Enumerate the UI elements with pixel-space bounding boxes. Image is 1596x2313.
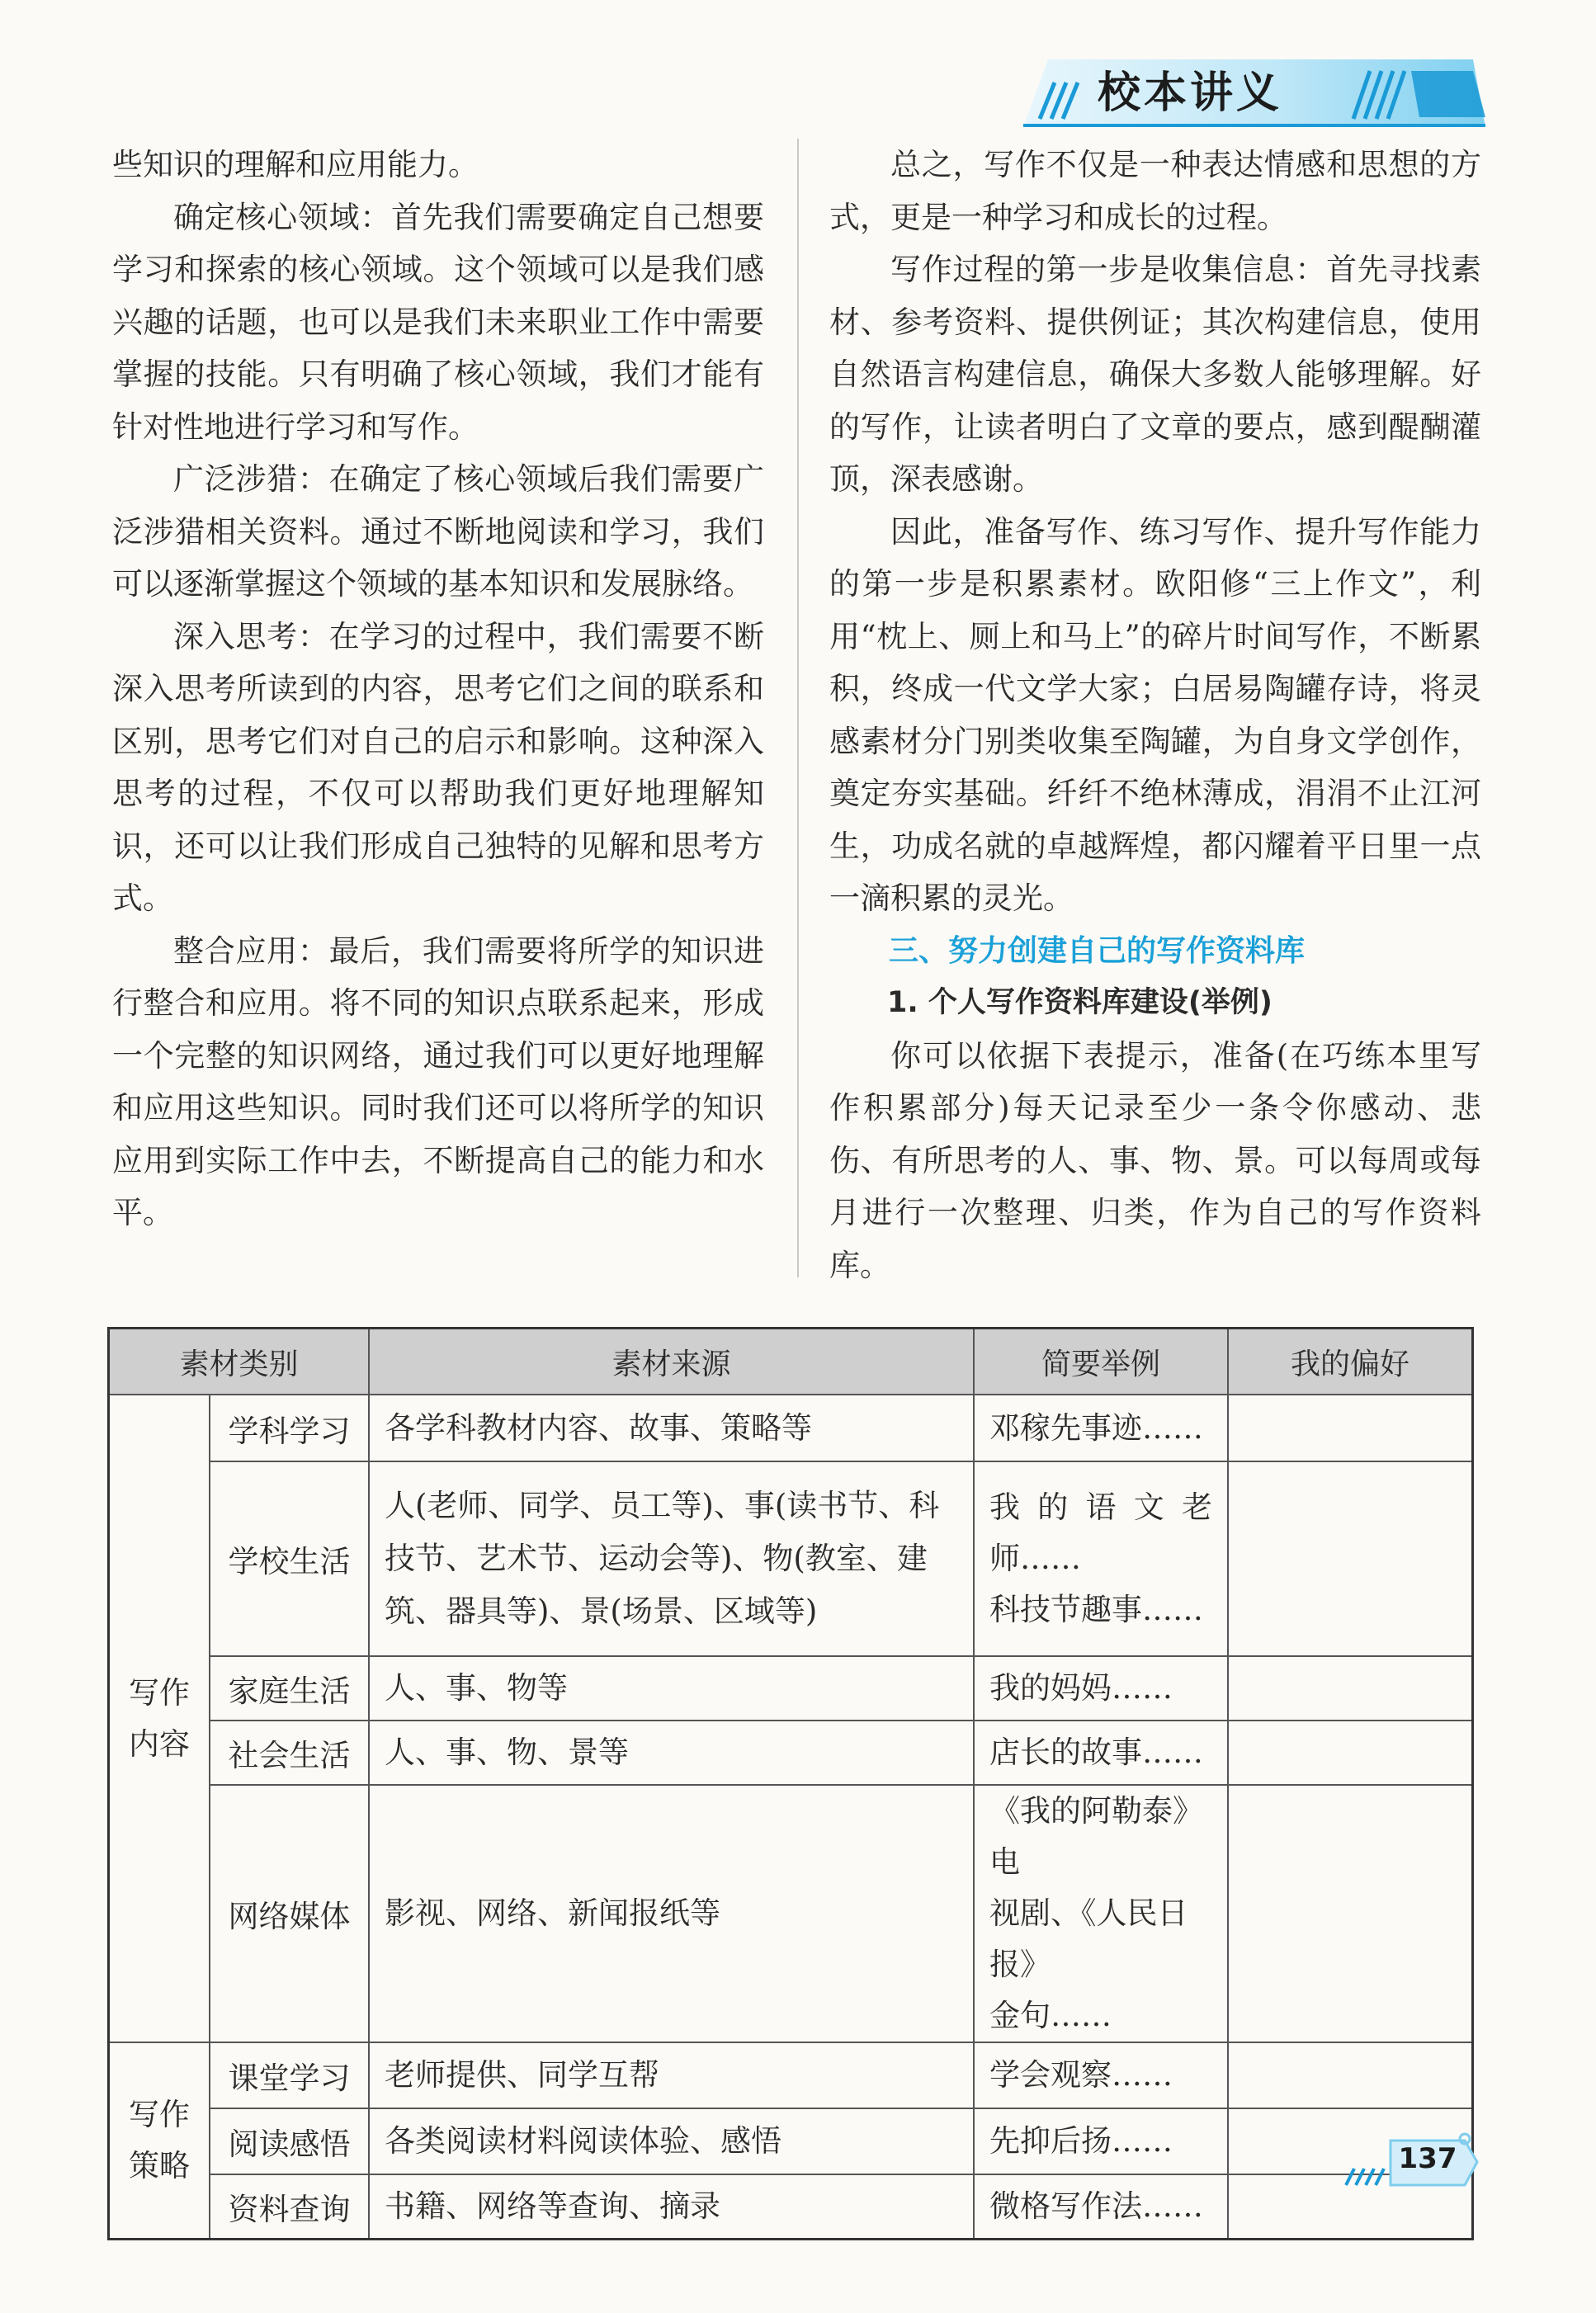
- header-title: 校本讲义: [1098, 68, 1283, 118]
- header-banner: [1023, 59, 1485, 127]
- paragraph: 整合应用：最后，我们需要将所学的知识进行整合和应用。将不同的知识点联系起来，形成一个完整的知识网络，通过我们可以更好地理解和应用这些知识。同时我们还可以将所学的知识应用到实际工作中去，不断提高自己的能力和水平。: [112, 932, 764, 1230]
- subsection-title: 1. 个人写作资料库建设(举例): [887, 986, 1273, 1019]
- source-cell: 人(老师、同学、员工等)、事(读书节、科技节、艺术节、运动会等)、物(教室、建筑、器具等)、景(场景、区域等): [369, 1461, 974, 1656]
- header-preference: 我的偏好: [1228, 1329, 1473, 1395]
- source-cell: 书籍、网络等查询、摘录: [369, 2174, 974, 2239]
- subcategory-cell: 家庭生活: [210, 1656, 369, 1721]
- group-writing-strategy: [109, 2042, 210, 2239]
- group-label-line: 写作: [129, 2096, 190, 2132]
- right-column: [829, 139, 1481, 1291]
- header-example: 简要举例: [974, 1329, 1228, 1395]
- example-cell: [974, 1785, 1228, 2042]
- table-row: [109, 1656, 1473, 1721]
- subcategory-cell: 课堂学习: [210, 2042, 369, 2108]
- subcategory-cell: 网络媒体: [210, 1785, 369, 2042]
- table-row: [109, 1395, 1473, 1461]
- paragraph: 你可以依据下表提示，准备(在巧练本里写作积累部分)每天记录至少一条令你感动、悲伤、有所思考的人、事、物、景。可以每周或每月进行一次整理、归类，作为自己的写作资料库。: [829, 1037, 1481, 1283]
- preference-cell[interactable]: [1228, 1395, 1473, 1461]
- preference-cell[interactable]: [1228, 2042, 1473, 2108]
- group-label-line: 策略: [129, 2147, 190, 2183]
- left-column: [112, 139, 764, 1239]
- example-line: 金句……: [989, 1998, 1112, 2033]
- example-line: 《我的阿勒泰》电: [989, 1793, 1203, 1880]
- source-cell: 老师提供、同学互帮: [369, 2042, 974, 2108]
- table-row: [109, 2174, 1473, 2239]
- table-header-row: [109, 1329, 1473, 1395]
- table-row: [109, 2108, 1473, 2174]
- paragraph: 深入思考：在学习的过程中，我们需要不断深入思考所读到的内容，思考它们之间的联系和区别，思考它们对自己的启示和影响。这种深入思考的过程，不仅可以帮助我们更好地理解知识，还可以让我们形成自己独特的见解和思考方式。: [112, 618, 764, 916]
- paragraph: 因此，准备写作、练习写作、提升写作能力的第一步是积累素材。欧阳修“三上作文”，利用“枕上、厕上和马上”的碎片时间写作，不断累积，终成一代文学大家；白居易陶罐存诗，将灵感素材分门别类收集至陶罐，为自身文学创作，奠定夯实基础。纤纤不绝林薄成，涓涓不止江河生，功成名就的卓越辉煌，都闪耀着平日里一点一滴积累的灵光。: [829, 513, 1481, 916]
- example-cell: 先抑后扬……: [974, 2108, 1228, 2174]
- subcategory-cell: 资料查询: [210, 2174, 369, 2239]
- subcategory-cell: 社会生活: [210, 1721, 369, 1785]
- table-row: [109, 2042, 1473, 2108]
- paragraph: 写作过程的第一步是收集信息：首先寻找素材、参考资料、提供例证；其次构建信息，使用自然语言构建信息，确保大多数人能够理解。好的写作，让读者明白了文章的要点，感到醍醐灌顶，深表感谢。: [829, 252, 1481, 497]
- preference-cell[interactable]: [1228, 1656, 1473, 1721]
- example-cell: 微格写作法……: [974, 2174, 1228, 2239]
- subcategory-cell: 学科学习: [210, 1395, 369, 1461]
- example-cell: [974, 1461, 1228, 1656]
- preference-cell[interactable]: [1228, 1461, 1473, 1656]
- example-line: 科技节趣事……: [989, 1592, 1203, 1627]
- group-label-line: 写作: [129, 1674, 190, 1711]
- source-cell: 各学科教材内容、故事、策略等: [369, 1395, 974, 1461]
- header-category: 素材类别: [109, 1329, 370, 1395]
- material-table: [107, 1327, 1474, 2240]
- preference-cell[interactable]: [1228, 1785, 1473, 2042]
- preference-cell[interactable]: [1228, 1721, 1473, 1785]
- example-cell: 邓稼先事迹……: [974, 1395, 1228, 1461]
- subcategory-cell: 学校生活: [210, 1461, 369, 1656]
- header-source: 素材来源: [369, 1329, 974, 1395]
- paragraph: 确定核心领域：首先我们需要确定自己想要学习和探索的核心领域。这个领域可以是我们感兴趣的话题，也可以是我们未来职业工作中需要掌握的技能。只有明确了核心领域，我们才能有针对性地进行学习和写作。: [112, 199, 764, 445]
- table-row: [109, 1721, 1473, 1785]
- paragraph: 总之，写作不仅是一种表达情感和思想的方式，更是一种学习和成长的过程。: [829, 147, 1481, 235]
- group-label-line: 内容: [129, 1725, 190, 1762]
- group-writing-content: [109, 1395, 210, 2042]
- example-line: 师……: [989, 1541, 1081, 1576]
- column-divider: [797, 139, 799, 1277]
- paragraph: 些知识的理解和应用能力。: [112, 147, 479, 182]
- example-line: 我的语文老: [989, 1489, 1212, 1525]
- source-cell: 人、事、物、景等: [369, 1721, 974, 1785]
- table-row: [109, 1785, 1473, 2042]
- paragraph: 广泛涉猎：在确定了核心领域后我们需要广泛涉猎相关资料。通过不断地阅读和学习，我们可以逐渐掌握这个领域的基本知识和发展脉络。: [112, 461, 764, 602]
- section-title: 三、努力创建自己的写作资料库: [889, 933, 1306, 968]
- source-cell: 人、事、物等: [369, 1656, 974, 1721]
- example-cell: 学会观察……: [974, 2042, 1228, 2108]
- table-row: [109, 1461, 1473, 1656]
- page-number: 137: [1398, 2142, 1457, 2175]
- source-cell: 各类阅读材料阅读体验、感悟: [369, 2108, 974, 2174]
- example-cell: 我的妈妈……: [974, 1656, 1228, 1721]
- example-line: 视剧、《人民日报》: [989, 1895, 1188, 1982]
- page-number-badge: [1341, 2131, 1481, 2197]
- subcategory-cell: 阅读感悟: [210, 2108, 369, 2174]
- example-cell: 店长的故事……: [974, 1721, 1228, 1785]
- source-cell: 影视、网络、新闻报纸等: [369, 1785, 974, 2042]
